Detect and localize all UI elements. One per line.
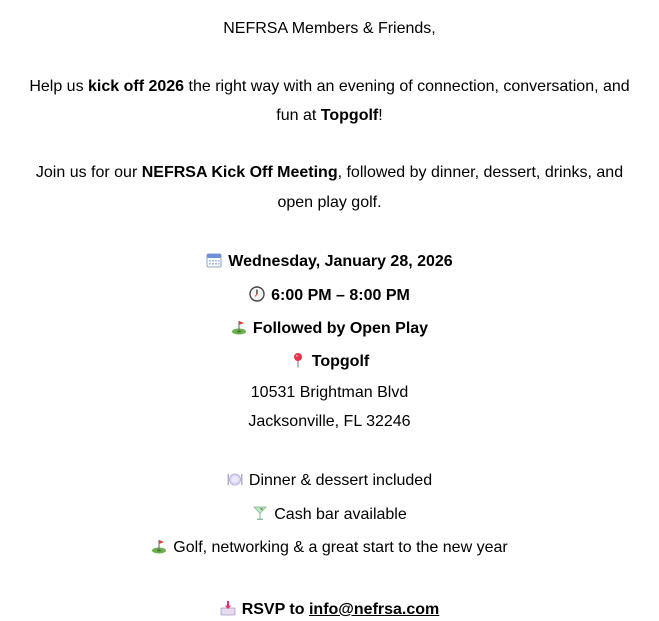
highlight-dinner: Dinner & dessert included <box>0 471 659 491</box>
rsvp-line: RSVP to info@nefrsa.com <box>0 600 659 620</box>
highlight-cash-bar: Cash bar available <box>0 505 659 525</box>
event-date: Wednesday, January 28, 2026 <box>0 252 659 272</box>
intro-line-1: Help us kick off 2026 the right way with an evening of connection, conversation, and <box>29 78 630 95</box>
golf-flag-icon <box>151 538 167 554</box>
invite-line-2: open play golf. <box>277 194 382 211</box>
highlight-golf: Golf, networking & a great start to the new year <box>0 538 659 558</box>
invite-line-1: Join us for our NEFRSA Kick Off Meeting, followed by dinner, dessert, drinks, and <box>35 164 624 181</box>
clock-icon <box>249 286 265 302</box>
pin-icon <box>290 352 306 368</box>
address-line-1: 10531 Brightman Blvd <box>250 384 409 401</box>
cocktail-icon <box>252 505 268 521</box>
event-venue: Topgolf <box>0 352 659 372</box>
event-time: 6:00 PM – 8:00 PM <box>0 286 659 306</box>
greeting: NEFRSA Members & Friends, <box>223 20 436 37</box>
address-line-2: Jacksonville, FL 32246 <box>248 413 411 430</box>
golf-flag-icon <box>231 319 247 335</box>
inbox-icon <box>220 600 236 616</box>
intro-line-2: fun at Topgolf! <box>276 107 383 124</box>
plate-icon <box>227 471 243 487</box>
calendar-icon <box>206 252 222 268</box>
rsvp-email-link[interactable]: info@nefrsa.com <box>308 601 440 618</box>
event-open-play: Followed by Open Play <box>0 319 659 339</box>
